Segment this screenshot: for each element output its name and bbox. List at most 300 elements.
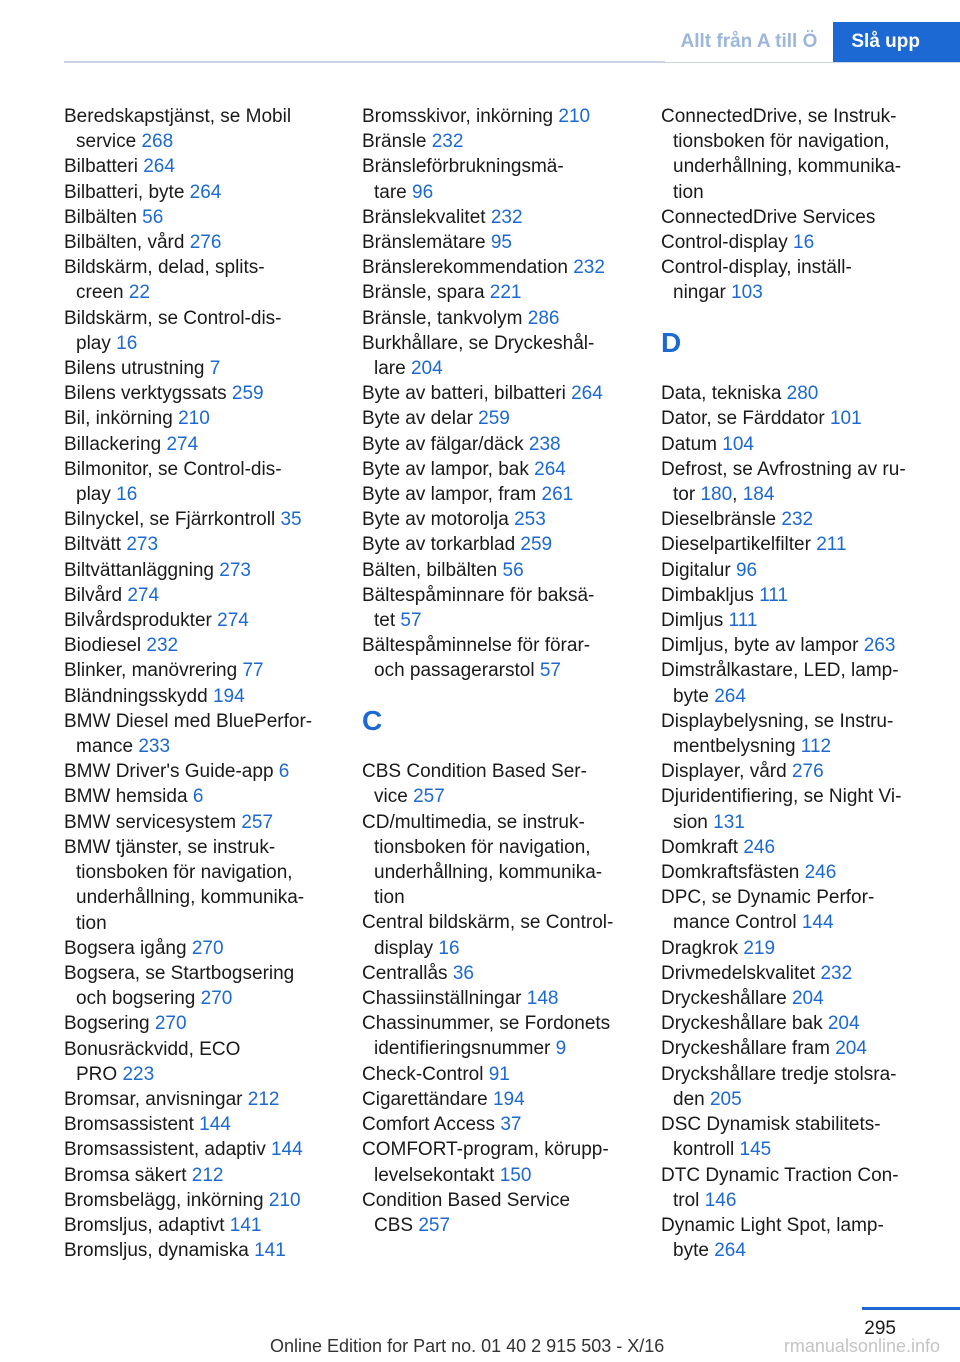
page-link[interactable]: 145 (739, 1139, 772, 1161)
entry-text: Bogsering (64, 1013, 155, 1035)
index-entry (362, 1011, 637, 1061)
page-link[interactable]: 210 (558, 106, 591, 127)
entry-text: Dragkrok (661, 937, 744, 959)
entry-text: Displayer, vård (661, 761, 792, 783)
page-link[interactable]: 270 (154, 1013, 187, 1035)
entry-text: byte (673, 1240, 715, 1262)
index-entry (661, 784, 936, 834)
page-link[interactable]: 270 (200, 988, 233, 1010)
page-link[interactable]: 268 (141, 131, 174, 153)
entry-text: tion (673, 181, 704, 203)
entry-text: Dryckeshållare bak (661, 1013, 828, 1035)
page-link[interactable]: 274 (127, 584, 160, 606)
entry-text: Bildskärm, se Control-dis- (64, 307, 282, 329)
page-link[interactable]: 111 (728, 610, 758, 632)
page-number: 295 (864, 1318, 896, 1339)
entry-text: Bilbälten, vård (64, 232, 190, 254)
page-link[interactable]: 259 (478, 408, 510, 430)
entry-text: Bilens utrustning (64, 358, 210, 380)
page-link[interactable]: 16 (116, 484, 138, 506)
index-entry (64, 205, 339, 230)
index-entry (64, 381, 339, 406)
index-entry (64, 104, 339, 154)
header-tabs (665, 22, 960, 62)
index-entry (661, 205, 936, 230)
page-link[interactable]: 150 (499, 1164, 532, 1186)
page-link[interactable]: 104 (722, 433, 754, 455)
page-link[interactable]: 274 (166, 433, 199, 455)
entry-text: Chassinummer, se Fordonets (362, 1013, 611, 1035)
index-entry (661, 986, 936, 1011)
entry-text: CBS (374, 1214, 419, 1236)
entry-text: Bilbälten (64, 206, 143, 228)
entry-text: Bränsleförbrukningsmä- (362, 156, 564, 178)
page-link[interactable]: 56 (142, 206, 164, 228)
page-link[interactable]: 57 (539, 660, 561, 682)
entry-text: Byte av motorolja (362, 509, 515, 531)
entry-text: DTC Dynamic Traction Con- (661, 1164, 899, 1186)
page-link[interactable]: 257 (241, 811, 274, 833)
index-entry (661, 885, 936, 935)
entry-text: tion (76, 912, 107, 934)
entry-text: Bränslerekommendation (362, 257, 574, 279)
tab-a-to-z[interactable]: Allt från A till Ö (665, 22, 834, 62)
index-entry (362, 961, 637, 986)
index-entry (661, 835, 936, 860)
entry-text: ningar (673, 282, 732, 304)
index-entry (661, 558, 936, 583)
entry-text: Centrallås (362, 962, 453, 984)
index-entry (661, 759, 936, 784)
index-entry (64, 306, 339, 356)
page-link[interactable]: 238 (528, 433, 561, 455)
page-link[interactable]: 232 (781, 509, 814, 531)
index-entry (362, 381, 637, 406)
index-entry (362, 482, 637, 507)
index-entry (362, 633, 637, 683)
page-link[interactable]: 6 (192, 786, 204, 808)
entry-text: Byte av delar (362, 408, 479, 430)
page-link[interactable]: 210 (178, 408, 210, 430)
index-entry (64, 154, 339, 179)
index-entry (64, 684, 339, 709)
entry-text: lare (374, 358, 411, 380)
entry-text: DPC, se Dynamic Perfor- (661, 887, 875, 909)
page-link[interactable]: 22 (128, 282, 150, 304)
page-link[interactable]: 7 (209, 358, 221, 380)
page-link[interactable]: 264 (534, 458, 566, 480)
index-entry (362, 910, 637, 960)
page-link[interactable]: 270 (191, 937, 224, 959)
page-link[interactable]: 204 (791, 988, 824, 1010)
entry-text: Domkraft (661, 836, 744, 858)
page-link[interactable]: 264 (714, 1240, 746, 1262)
page-link[interactable]: 144 (801, 912, 834, 934)
entry-text: Bromsa säkert (64, 1164, 192, 1186)
entry-text: underhållning, kommunika- (673, 156, 902, 178)
index-entry (661, 1036, 936, 1061)
watermark-text: rmanualsonline.info (783, 1336, 940, 1356)
index-entry (64, 432, 339, 457)
entry-text: service (76, 131, 142, 153)
page-link[interactable]: 223 (122, 1063, 155, 1085)
index-entry: Defrost, se Avfrostning av ru- tor 180, 184 (661, 458, 906, 506)
index-entry (362, 432, 637, 457)
page-link[interactable]: 141 (229, 1214, 262, 1236)
index-entry (661, 633, 936, 658)
page-link[interactable]: 286 (527, 307, 560, 329)
entry-text: mance (76, 736, 139, 758)
index-entry (362, 104, 637, 129)
index-entry (362, 280, 637, 305)
entry-text: Byte av torkarblad (362, 534, 521, 556)
page-link[interactable]: 194 (212, 685, 245, 707)
entry-text: Bränsle, spara (362, 282, 490, 304)
entry-text: Dator, se Färddator (661, 408, 830, 430)
entry-text: Bränsle (362, 131, 432, 153)
page-link[interactable]: 204 (410, 358, 443, 380)
index-entry (661, 1163, 936, 1213)
entry-text: Bogsera igång (64, 937, 192, 959)
entry-text: Bältespåminnelse för förar- (362, 635, 591, 657)
footer-rule (862, 1307, 960, 1310)
index-entry (661, 860, 936, 885)
entry-text: Central bildskärm, se Control- (362, 912, 614, 934)
index-entry (362, 1137, 637, 1187)
page-link[interactable]: 264 (571, 383, 603, 405)
entry-text: Byte av lampor, bak (362, 458, 535, 480)
index-entry (661, 709, 936, 759)
entry-text: Bränsle, tankvolym (362, 307, 528, 329)
index-entry (64, 633, 339, 658)
entry-text: och bogsering (76, 988, 201, 1010)
page-link[interactable]: 141 (254, 1240, 286, 1262)
index-entry (64, 784, 339, 809)
page-link[interactable]: 180 (700, 484, 733, 506)
page-link[interactable]: 194 (492, 1088, 525, 1110)
index-entry (64, 961, 339, 1011)
entry-text: BMW Driver's Guide-app (64, 761, 279, 783)
entry-text: tionsboken för navigation, (76, 862, 293, 884)
page-link[interactable]: 232 (431, 131, 464, 153)
index-column-1 (64, 104, 339, 1263)
index-entry (362, 154, 637, 204)
page-link[interactable]: 232 (146, 635, 179, 657)
index-entry (661, 230, 936, 255)
index-entry (362, 532, 637, 557)
entry-text: trol (673, 1189, 705, 1211)
entry-text: creen (76, 282, 129, 304)
index-entry (64, 406, 339, 431)
index-entry (661, 507, 936, 532)
index-entry (64, 457, 339, 507)
index-entry (661, 381, 936, 406)
index-entry (64, 810, 339, 835)
entry-text: Bilvård (64, 584, 128, 606)
page-link[interactable]: 144 (199, 1114, 231, 1136)
page-link[interactable]: 211 (816, 534, 847, 556)
index-entry (661, 961, 936, 986)
page-link[interactable]: 212 (247, 1088, 280, 1110)
page-link[interactable]: 111 (759, 584, 789, 606)
page-link[interactable]: 9 (555, 1038, 567, 1060)
page-link[interactable]: 6 (278, 761, 290, 783)
entry-text: Bilens verktygssats (64, 383, 232, 405)
index-entry (64, 532, 339, 557)
entry-text: ConnectedDrive Services (661, 206, 876, 228)
index-entry (64, 558, 339, 583)
index-entry (64, 356, 339, 381)
index-entry (362, 507, 637, 532)
index-entry (64, 255, 339, 305)
entry-text: Byte av lampor, fram (362, 484, 542, 506)
index-entry (64, 658, 339, 683)
page-link[interactable]: 219 (743, 937, 776, 959)
index-entry (64, 1163, 339, 1188)
entry-text: Bländningsskydd (64, 685, 213, 707)
page-link[interactable]: 280 (786, 383, 819, 405)
page-link[interactable]: 101 (829, 408, 862, 430)
entry-text: tionsboken för navigation, (673, 131, 890, 153)
index-entry (362, 759, 637, 809)
entry-text: Defrost, se Avfrostning av ru- (661, 458, 906, 480)
page-link[interactable]: 273 (219, 559, 251, 581)
entry-text: Bilvårdsprodukter (64, 610, 218, 632)
entry-text: display (374, 937, 439, 959)
index-entry (362, 583, 637, 633)
index-column-2 (362, 104, 637, 1238)
page-link[interactable]: 96 (735, 559, 758, 581)
entry-text: Dryckeshållare (661, 988, 792, 1010)
entry-text: mentbelysning (673, 736, 801, 758)
page-link[interactable]: 16 (116, 332, 138, 354)
page-link[interactable]: 77 (242, 660, 264, 682)
entry-text: sion (673, 811, 714, 833)
page-link[interactable]: 276 (189, 232, 222, 254)
page-link[interactable]: 210 (268, 1189, 301, 1211)
page-link[interactable]: 96 (412, 181, 434, 203)
entry-text: Biodiesel (64, 635, 147, 657)
edition-text: Online Edition for Part no. 01 40 2 915 503 - X/16 (270, 1336, 665, 1356)
entry-text: PRO (76, 1063, 123, 1085)
index-entry (362, 255, 637, 280)
page-link[interactable]: 246 (804, 862, 837, 884)
index-entry (64, 608, 339, 633)
page-link[interactable]: 144 (270, 1139, 303, 1161)
index-entry (661, 432, 936, 457)
entry-text: Billackering (64, 433, 167, 455)
entry-text: Dryckeshållare fram (661, 1038, 836, 1060)
page-link[interactable]: 16 (793, 232, 815, 254)
entry-text: levelsekontakt (374, 1164, 500, 1186)
index-entry (64, 583, 339, 608)
entry-text: tion (374, 887, 405, 909)
index-entry (64, 1087, 339, 1112)
entry-text: Drivmedelskvalitet (661, 962, 821, 984)
index-entry (661, 406, 936, 431)
entry-text: Bilnyckel, se Fjärrkontroll (64, 509, 281, 531)
entry-text: BMW tjänster, se instruk- (64, 836, 276, 858)
index-entry (362, 230, 637, 255)
page-link[interactable]: 259 (520, 534, 553, 556)
page-link[interactable]: 184 (742, 484, 775, 506)
page-link[interactable]: 263 (863, 635, 896, 657)
entry-text: Dimbakljus (661, 584, 760, 606)
page-link[interactable]: 204 (827, 1013, 860, 1035)
page-link[interactable]: 95 (490, 232, 512, 254)
index-entry (64, 759, 339, 784)
entry-text: Beredskapstjänst, se Mobil (64, 106, 292, 127)
index-entry (661, 1011, 936, 1036)
entry-text: play (76, 332, 117, 354)
page-link[interactable]: 264 (189, 181, 222, 203)
page-link[interactable]: 146 (704, 1189, 737, 1211)
entry-text: och passagerarstol (374, 660, 540, 682)
index-entry (661, 104, 936, 205)
page-link[interactable]: 131 (713, 811, 745, 833)
index-entry (661, 532, 936, 557)
entry-text: Bränslekvalitet (362, 206, 491, 228)
entry-text: Bältespåminnare för baksä- (362, 584, 595, 606)
entry-text: BMW hemsida (64, 786, 193, 808)
page-link[interactable]: 232 (573, 257, 605, 279)
entry-text: Datum (661, 433, 723, 455)
index-entry (661, 608, 936, 633)
page-link[interactable]: 232 (490, 206, 523, 228)
tab-lookup[interactable]: Slå upp (833, 22, 960, 62)
page-link[interactable]: 35 (280, 509, 302, 531)
entry-text: Dimljus, byte av lampor (661, 635, 864, 657)
index-entry (64, 180, 339, 205)
entry-text: Bilmonitor, se Control-dis- (64, 458, 282, 480)
page-link[interactable]: 204 (835, 1038, 867, 1060)
index-entry (661, 936, 936, 961)
entry-text: den (673, 1088, 710, 1110)
page-link[interactable]: 221 (489, 282, 522, 304)
entry-text: Biltvättanläggning (64, 559, 220, 581)
entry-text: Byte av batteri, bilbatteri (362, 383, 572, 405)
entry-text: Bromsskivor, inkörning (362, 106, 559, 127)
entry-text: underhållning, kommunika- (76, 887, 305, 909)
entry-text: Control-display (661, 232, 793, 254)
index-entry (64, 1112, 339, 1137)
index-entry (362, 1087, 637, 1112)
page-link[interactable]: 274 (217, 610, 249, 632)
page-link[interactable]: 36 (452, 962, 474, 984)
page-link[interactable]: 112 (800, 736, 832, 758)
page-link[interactable]: 205 (709, 1088, 742, 1110)
page-link[interactable]: 253 (514, 509, 546, 531)
entry-text: Bil, inkörning (64, 408, 179, 430)
page-link[interactable]: 232 (820, 962, 853, 984)
entry-text: Bromsljus, dynamiska (64, 1240, 255, 1262)
entry-text: Domkraftsfästen (661, 862, 805, 884)
entry-text: tare (374, 181, 413, 203)
entry-text: Burkhållare, se Dryckeshål- (362, 332, 595, 354)
entry-text: Chassiinställningar (362, 988, 527, 1010)
entry-text: Bilbatteri, byte (64, 181, 190, 203)
entry-text: byte (673, 685, 715, 707)
index-entry (661, 255, 936, 305)
index-entry (64, 1213, 339, 1238)
index-entry (362, 457, 637, 482)
index-entry (362, 129, 637, 154)
entry-text: Djuridentifiering, se Night Vi- (661, 786, 902, 808)
index-entry (362, 986, 637, 1011)
page-link[interactable]: 276 (791, 761, 824, 783)
entry-text: Bromsassistent (64, 1114, 200, 1136)
entry-text: kontroll (673, 1139, 740, 1161)
index-entry (64, 1037, 339, 1087)
page-link[interactable]: 264 (714, 685, 746, 707)
entry-text: underhållning, kommunika- (374, 862, 603, 884)
index-entry (362, 810, 637, 911)
index-entry (362, 331, 637, 381)
index-entry (64, 835, 339, 936)
entry-text: Cigarettändare (362, 1088, 493, 1110)
entry-text: BMW Diesel med BluePerfor- (64, 710, 313, 732)
entry-text: BMW servicesystem (64, 811, 242, 833)
index-entry (64, 936, 339, 961)
entry-text: Bildskärm, delad, splits- (64, 257, 265, 279)
page-link[interactable]: 261 (541, 484, 574, 506)
index-entry (362, 1188, 637, 1238)
page-link[interactable]: 257 (413, 786, 445, 808)
page-link[interactable]: 257 (418, 1214, 451, 1236)
index-entry (64, 709, 339, 759)
index-entry (362, 205, 637, 230)
entry-text: mance Control (673, 912, 802, 934)
page-link[interactable]: 103 (731, 282, 763, 304)
page-link[interactable]: 148 (526, 988, 559, 1010)
entry-text: Dryckshållare tredje stolsra- (661, 1063, 897, 1085)
page-link[interactable]: 273 (126, 534, 159, 556)
index-entry (64, 507, 339, 532)
entry-text: Dimstrålkastare, LED, lamp- (661, 660, 899, 682)
entry-text: identifieringsnummer (374, 1038, 556, 1060)
entry-text: Comfort Access (362, 1114, 501, 1136)
index-entry (362, 1062, 637, 1087)
entry-text: tionsboken för navigation, (374, 836, 591, 858)
page-link[interactable]: 264 (143, 156, 175, 178)
page-link[interactable]: 246 (743, 836, 776, 858)
page-link[interactable]: 56 (502, 559, 524, 581)
page-link[interactable]: 16 (438, 937, 460, 959)
entry-text: Biltvätt (64, 534, 127, 556)
index-entry (64, 230, 339, 255)
page-link[interactable]: 91 (488, 1063, 510, 1085)
index-column-3 (661, 104, 936, 1263)
page-link[interactable]: 37 (500, 1114, 522, 1136)
entry-text: CD/multimedia, se instruk- (362, 811, 585, 833)
index-entry (362, 558, 637, 583)
entry-text: Bromsbelägg, inkörning (64, 1189, 269, 1211)
page-link[interactable]: 259 (231, 383, 264, 405)
entry-text: Bromsar, anvisningar (64, 1088, 248, 1110)
page-link[interactable]: 233 (138, 736, 171, 758)
entry-text: Bränslemätare (362, 232, 491, 254)
index-entry (661, 658, 936, 708)
page-link[interactable]: 57 (400, 610, 422, 632)
page-link[interactable]: 212 (191, 1164, 224, 1186)
entry-text: Dieselpartikelfilter (661, 534, 817, 556)
index-entry (661, 583, 936, 608)
entry-text: Bromsljus, adaptivt (64, 1214, 230, 1236)
section-letter: C (362, 705, 383, 737)
entry-text: vice (374, 786, 414, 808)
entry-text: Bogsera, se Startbogsering (64, 962, 295, 984)
entry-text: tor (673, 484, 701, 506)
